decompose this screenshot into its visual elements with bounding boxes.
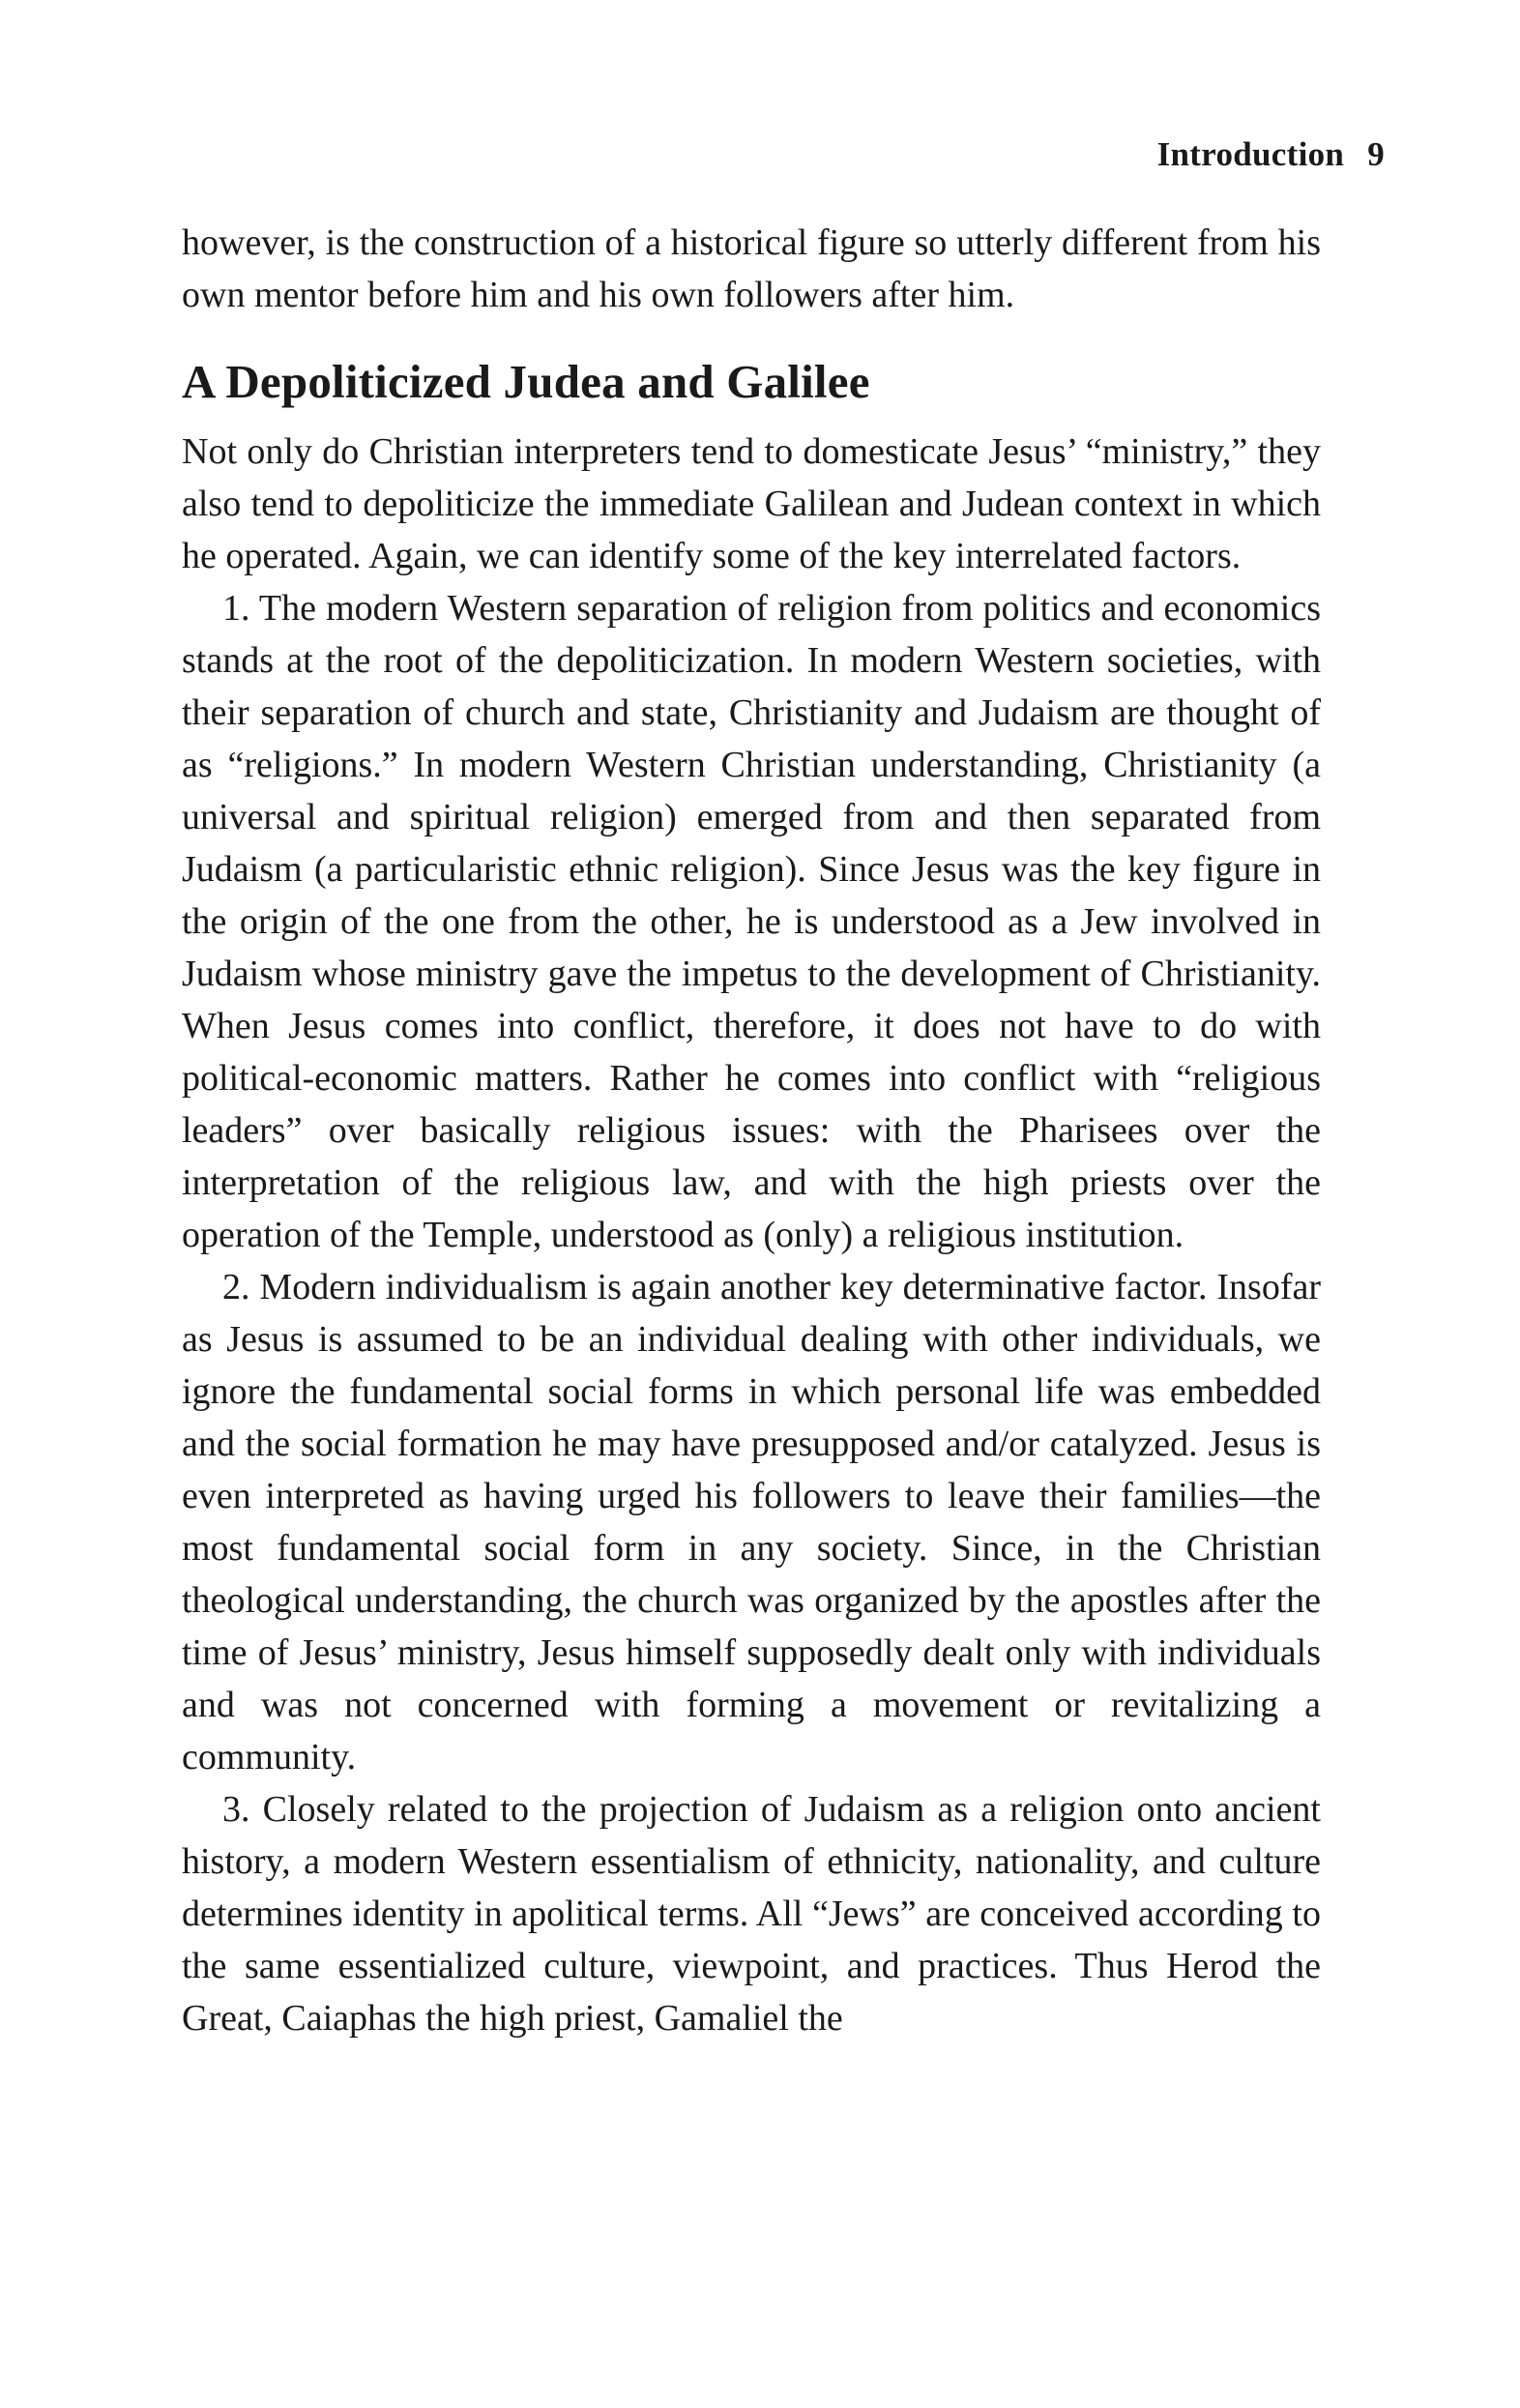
continuation-paragraph: however, is the construction of a historical figure so utterly different from his own mentor before him and his own followers after him. <box>182 222 1321 315</box>
paragraph-point-1: 1. The modern Western separation of religion from politics and economics stands at the root of the depoliticization. In modern Western societies, with their separation of church and state, Christianity and Judaism are thought of as “religions.” In modern Western Christian understanding, Christianity (a universal and spiritual religion) emerged from and then separated from Judaism (a particularistic ethnic religion). Since Jesus was the key figure in the origin of the one from the other, he is understood as a Jew involved in Judaism whose ministry gave the impetus to the development of Christianity. When Jesus comes into conflict, therefore, it does not have to do with political-economic matters. Rather he comes into conflict with “religious leaders” over basically religious issues: with the Pharisees over the interpretation of the religious law, and with the high priests over the operation of the Temple, understood as (only) a religious institution. <box>182 588 1321 1255</box>
paragraph-point-2: 2. Modern individualism is again another key determinative factor. Insofar as Jesus is assumed to be an individual dealing with other individuals, we ignore the fundamental social forms in which personal life was embedded and the social formation he may have presupposed and/or catalyzed. Jesus is even interpreted as having urged his followers to leave their families—the most fundamental social form in any society. Since, in the Christian theological understanding, the church was organized by the apostles after the time of Jesus’ ministry, Jesus himself supposedly dealt only with individuals and was not concerned with forming a movement or revitalizing a community. <box>182 1267 1321 1777</box>
paragraph-intro: Not only do Christian interpreters tend to domesticate Jesus’ “ministry,” they also tend to depoliticize the immediate Galilean and Judean context in which he operated. Again, we can identify some of the key interrelated factors. <box>182 431 1321 576</box>
section-heading: A Depoliticized Judea and Galilee <box>182 355 870 408</box>
running-head <box>1157 135 1385 174</box>
section-body <box>182 426 1321 2044</box>
page-number: 9 <box>1367 135 1385 173</box>
continuation-text <box>182 217 1321 321</box>
paragraph-point-3: 3. Closely related to the projection of Judaism as a religion onto ancient history, a modern Western essentialism of ethnicity, nationality, and culture determines identity in apolitical terms. All “Jews” are conceived according to the same essentialized culture, viewpoint, and practices. Thus Herod the Great, Caiaphas the high priest, Gamaliel the <box>182 1789 1321 2039</box>
running-title: Introduction <box>1156 135 1345 173</box>
